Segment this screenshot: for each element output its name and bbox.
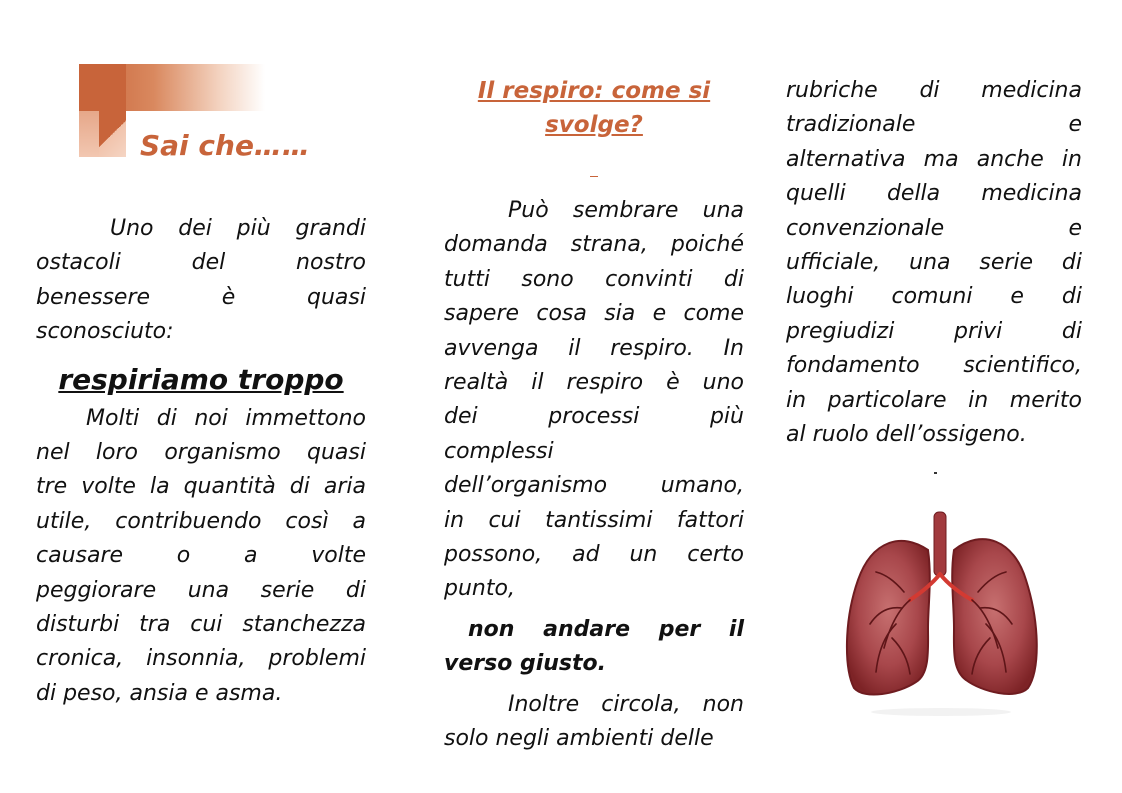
intro-line: ostacoli del nostro xyxy=(36,250,366,276)
body-line: solo negli ambienti delle xyxy=(444,726,714,752)
emphasis-line: non andare per il xyxy=(468,616,744,642)
body-line: cronica, insonnia, problemi xyxy=(36,646,366,672)
body-line: in particolare in merito xyxy=(786,387,1082,413)
body-line: Molti di noi immettono xyxy=(86,405,366,431)
body-line: peggiorare una serie di xyxy=(36,577,366,603)
body-line: in cui tantissimi fattori xyxy=(444,507,744,533)
section-heading: respiriamo troppo xyxy=(58,362,344,396)
body-line: nel loro organismo quasi xyxy=(36,440,366,466)
body-line: Può sembrare una xyxy=(508,198,744,223)
body-line: domanda strana, poiché xyxy=(444,232,744,258)
body-line: causare o a volte xyxy=(36,543,366,569)
intro-line: sconosciuto: xyxy=(36,319,174,345)
body-line: possono, ad un certo xyxy=(444,542,744,568)
intro-line: Uno dei più grandi xyxy=(110,216,366,241)
body-line: avvenga il respiro. In xyxy=(444,335,744,361)
body-line: utile, contribuendo così a xyxy=(36,508,366,534)
body-line: tradizionale e xyxy=(786,112,1082,138)
body-line: sapere cosa sia e come xyxy=(444,301,744,327)
body-line: rubriche di medicina xyxy=(786,78,1082,103)
small-dash xyxy=(590,176,598,177)
body-line: dei processi più xyxy=(444,404,744,430)
body-line: quelli della medicina xyxy=(786,181,1082,207)
body-line: luoghi comuni e di xyxy=(786,284,1082,310)
body-line: ufficiale, una serie di xyxy=(786,250,1082,276)
small-dot xyxy=(934,472,937,474)
lungs-icon xyxy=(832,488,1050,720)
body-line: tre volte la quantità di aria xyxy=(36,474,366,500)
body-line: complessi xyxy=(444,438,554,464)
body-line: disturbi tra cui stanchezza xyxy=(36,612,366,638)
body-line: di peso, ansia e asma. xyxy=(36,680,283,706)
section-badge: Sai che…… xyxy=(140,129,310,162)
body-line: convenzionale e xyxy=(786,215,1082,241)
body-line: dell’organismo umano, xyxy=(444,473,744,499)
column-3 xyxy=(786,74,1082,452)
body-line: tutti sono convinti di xyxy=(444,266,744,292)
body-line: Inoltre circola, non xyxy=(508,691,744,717)
body-line: punto, xyxy=(444,576,515,602)
body-line: realtà il respiro è uno xyxy=(444,370,744,396)
body-line: pregiudizi privi di xyxy=(786,318,1082,344)
column-2 xyxy=(444,194,744,757)
body-line: alternativa ma anche in xyxy=(786,146,1082,172)
column-1 xyxy=(36,212,366,711)
body-line: al ruolo dell’ossigeno. xyxy=(786,422,1027,448)
emphasis-line: verso giusto. xyxy=(444,651,607,677)
intro-line: benessere è quasi xyxy=(36,284,366,310)
section-title: Il respiro: come si svolge? xyxy=(477,78,711,138)
body-line: fondamento scientifico, xyxy=(786,353,1082,379)
